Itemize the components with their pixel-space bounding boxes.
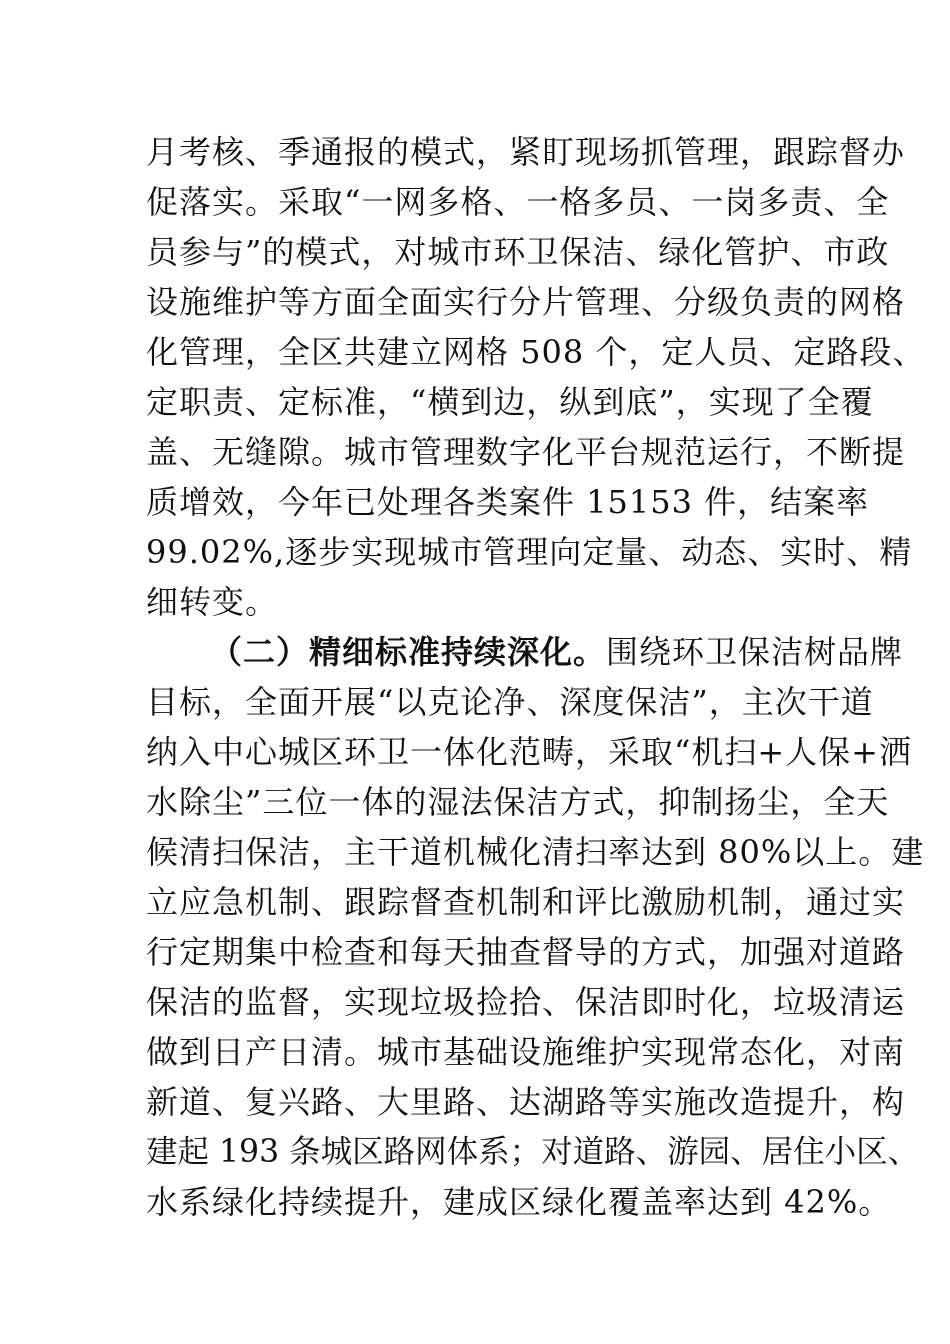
paragraph-2-line-8: 保洁的监督，实现垃圾捡拾、保洁即时化，垃圾清运 (146, 983, 906, 1021)
paragraph-2-line-3: 纳入中心城区环卫一体化范畴，采取“机扫+人保+洒 (146, 733, 912, 771)
paragraph-1-line-4: 设施维护等方面全面实行分片管理、分级负责的网格 (146, 283, 906, 321)
paragraph-1-line-2: 促落实。采取“一网多格、一格多员、一岗多责、全 (146, 183, 890, 221)
paragraph-1-line-5: 化管理，全区共建立网格 508 个，定人员、定路段、 (146, 333, 926, 371)
paragraph-2-first-line (210, 632, 903, 672)
paragraph-1-line-1: 月考核、季通报的模式，紧盯现场抓管理，跟踪督办 (146, 133, 906, 171)
paragraph-2-first-line-text: 围绕环卫保洁树品牌 (606, 633, 904, 671)
paragraph-2-line-12: 水系绿化持续提升，建成区绿化覆盖率达到 42%。 (146, 1183, 892, 1221)
paragraph-1-line-8: 质增效，今年已处理各类案件 15153 件，结案率 (146, 483, 870, 521)
section-heading: （二）精细标准持续深化。 (210, 633, 607, 671)
paragraph-2-line-2: 目标，全面开展“以克论净、深度保洁”，主次干道 (146, 683, 874, 721)
paragraph-2-line-4: 水除尘”三位一体的湿法保洁方式，抑制扬尘，全天 (146, 783, 890, 821)
paragraph-1-line-6: 定职责、定标准，“横到边，纵到底”，实现了全覆 (146, 383, 874, 421)
paragraph-2-line-6: 立应急机制、跟踪督查机制和评比激励机制，通过实 (146, 883, 906, 921)
paragraph-1-line-9: 99.02%,逐步实现城市管理向定量、动态、实时、精 (146, 533, 913, 571)
paragraph-1-line-3: 员参与”的模式，对城市环卫保洁、绿化管护、市政 (146, 233, 890, 271)
paragraph-2-line-9: 做到日产日清。城市基础设施维护实现常态化，对南 (146, 1033, 906, 1071)
paragraph-2-line-5: 候清扫保洁，主干道机械化清扫率达到 80%以上。建 (146, 833, 925, 871)
paragraph-1-line-7: 盖、无缝隙。城市管理数字化平台规范运行，不断提 (146, 433, 906, 471)
paragraph-2-line-7: 行定期集中检查和每天抽查督导的方式，加强对道路 (146, 933, 906, 971)
paragraph-2-line-10: 新道、复兴路、大里路、达湖路等实施改造提升，构 (146, 1083, 906, 1121)
paragraph-1-line-10: 细转变。 (146, 583, 279, 621)
paragraph-2-line-11: 建起 193 条城区路网体系；对道路、游园、居住小区、 (146, 1134, 920, 1170)
